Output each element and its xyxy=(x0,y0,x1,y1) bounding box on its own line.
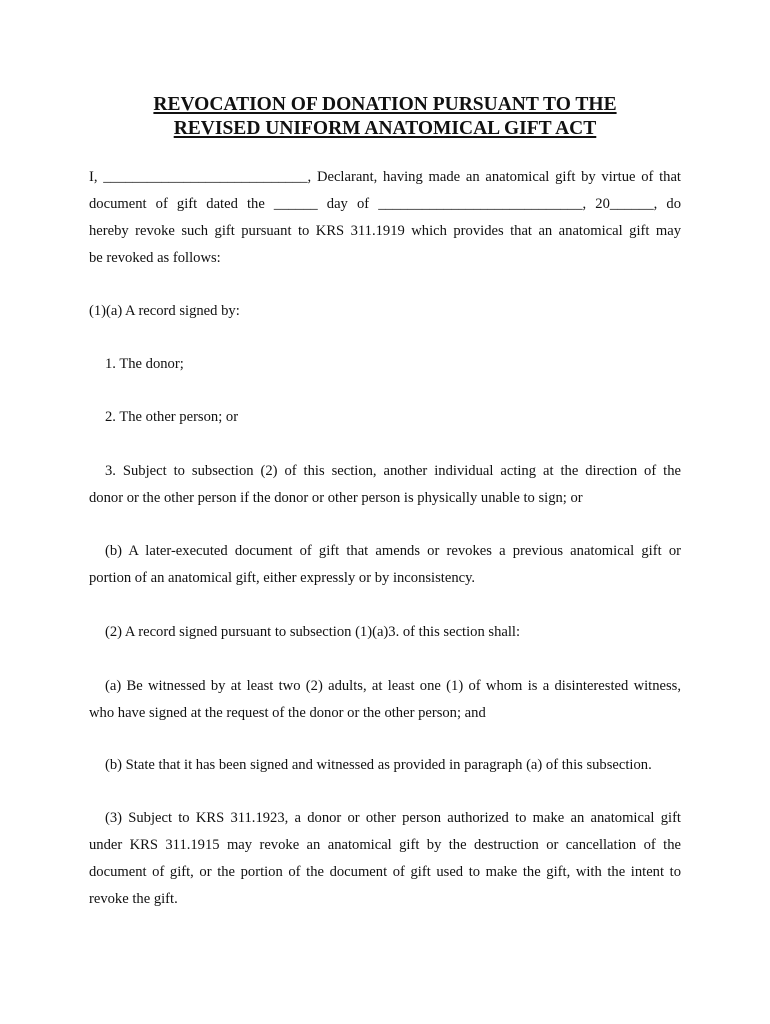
list-item-1-text: 1. The donor; xyxy=(105,356,184,372)
section-2b-paragraph xyxy=(89,752,681,779)
section-3-line-2: under KRS 311.1915 may revoke an anatomical gift by the destruction or cancellation of the xyxy=(89,837,681,853)
list-item-3-line-1: 3. Subject to subsection (2) of this section, another individual acting at the direction of the xyxy=(105,463,681,479)
intro-line-3: hereby revoke such gift pursuant to KRS 311.1919 which provides that an anatomical gift may xyxy=(89,223,681,239)
section-3-line-3: document of gift, or the portion of the document of gift used to make the gift, with the intent to xyxy=(89,864,681,880)
section-2-paragraph xyxy=(89,619,681,646)
section-3-line-1: (3) Subject to KRS 311.1923, a donor or other person authorized to make an anatomical gift xyxy=(105,810,681,826)
intro-line-4: be revoked as follows: xyxy=(89,250,221,266)
section-2b-text: (b) State that it has been signed and witnessed as provided in paragraph (a) of this subsection. xyxy=(105,757,652,773)
section-1b-paragraph xyxy=(89,538,681,592)
section-3-line-4: revoke the gift. xyxy=(89,891,178,907)
list-item-1 xyxy=(89,351,697,378)
intro-line-1: I, ____________________________, Declarant, having made an anatomical gift by virtue of that xyxy=(89,169,681,185)
section-1a-heading xyxy=(89,298,681,325)
document-title-line-2: REVISED UNIFORM ANATOMICAL GIFT ACT xyxy=(173,118,597,139)
list-item-2 xyxy=(89,404,697,431)
list-item-2-text: 2. The other person; or xyxy=(105,409,239,425)
section-2a-line-2: who have signed at the request of the donor or the other person; and xyxy=(89,705,486,721)
intro-paragraph xyxy=(89,164,681,272)
list-item-3-line-2: donor or the other person if the donor or other person is physically unable to sign; or xyxy=(89,490,583,506)
intro-line-2: document of gift dated the ______ day of ____________________________, 20______, do xyxy=(89,196,681,212)
section-2a-paragraph xyxy=(89,673,681,727)
section-1b-line-2: portion of an anatomical gift, either expressly or by inconsistency. xyxy=(89,570,476,586)
section-2a-line-1: (a) Be witnessed by at least two (2) adults, at least one (1) of whom is a disinterested witness, xyxy=(105,678,681,694)
list-item-3 xyxy=(89,458,681,512)
document-title-line-1: REVOCATION OF DONATION PURSUANT TO THE xyxy=(153,94,617,115)
section-1b-line-1: (b) A later-executed document of gift that amends or revokes a previous anatomical gift or xyxy=(105,543,681,559)
section-1a-text: (1)(a) A record signed by: xyxy=(89,303,240,319)
section-2-text: (2) A record signed pursuant to subsection (1)(a)3. of this section shall: xyxy=(105,624,521,640)
section-3-paragraph xyxy=(89,805,681,913)
